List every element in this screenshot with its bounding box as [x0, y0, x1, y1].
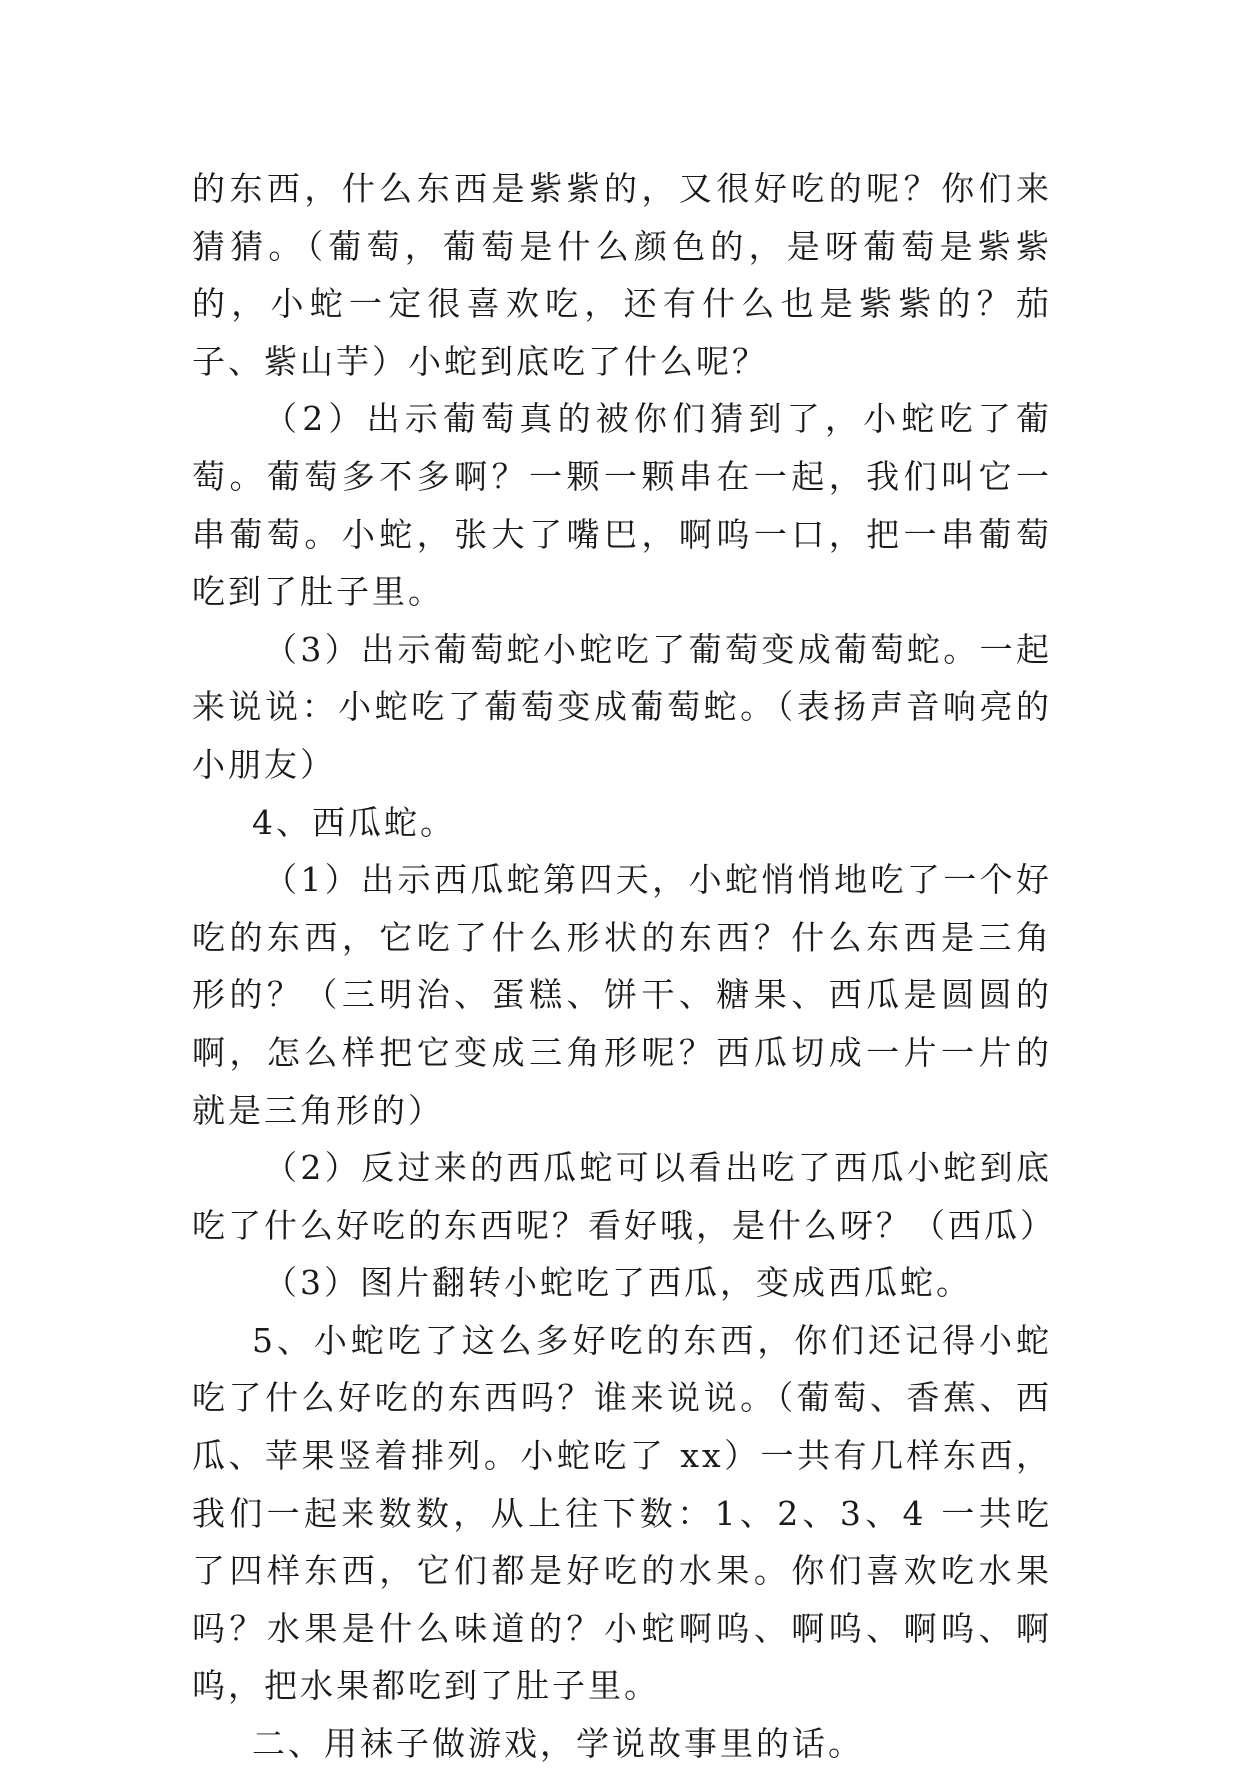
paragraph-continuation: 的东西，什么东西是紫紫的，又很好吃的呢？你们来猜猜。（葡萄，葡萄是什么颜色的，是呀葡萄是紫紫的，小蛇一定很喜欢吃，还有什么也是紫紫的？茄子、紫山芋）小蛇到底吃了什么呢？	[192, 169, 1052, 381]
paragraph-step-3-2: （2）出示葡萄真的被你们猜到了，小蛇吃了葡萄。葡萄多不多啊？一颗一颗串在一起，我们叫它一串葡萄。小蛇，张大了嘴巴，啊呜一口，把一串葡萄吃到了肚子里。	[192, 399, 1052, 612]
paragraph-step-4-1: （1）出示西瓜蛇第四天，小蛇悄悄地吃了一个好吃的东西，它吃了什么形状的东西？什么东西是三角形的？（三明治、蛋糕、饼干、糖果、西瓜是圆圆的啊，怎么样把它变成三角形呢？西瓜切成一片一片的就是三角形的）	[192, 860, 1052, 1130]
paragraph-step-4-3: （3）图片翻转小蛇吃了西瓜，变成西瓜蛇。	[264, 1263, 972, 1303]
paragraph-heading-4: 4、西瓜蛇。	[252, 802, 456, 842]
paragraph-step-5: 5、小蛇吃了这么多好吃的东西，你们还记得小蛇吃了什么好吃的东西吗？谁来说说。（葡萄、香蕉、西瓜、苹果竖着排列。小蛇吃了 xx）一共有几样东西，我们一起来数数，从上往下数：1、2、3、4 一共吃了四样东西，它们都是好吃的水果。你们喜欢吃水果吗？水果是什么味道的？小蛇啊呜、啊呜、啊呜、啊呜，把水果都吃到了肚子里。	[192, 1320, 1052, 1706]
paragraph-section-2: 二、用袜子做游戏，学说故事里的话。	[252, 1724, 864, 1764]
paragraph-step-3-3: （3）出示葡萄蛇小蛇吃了葡萄变成葡萄蛇。一起来说说：小蛇吃了葡萄变成葡萄蛇。（表扬声音响亮的小朋友）	[192, 629, 1052, 784]
document-body	[192, 160, 1056, 1773]
paragraph-step-4-2: （2）反过来的西瓜蛇可以看出吃了西瓜小蛇到底吃了什么好吃的东西呢？看好哦，是什么呀？（西瓜）	[192, 1148, 1056, 1245]
